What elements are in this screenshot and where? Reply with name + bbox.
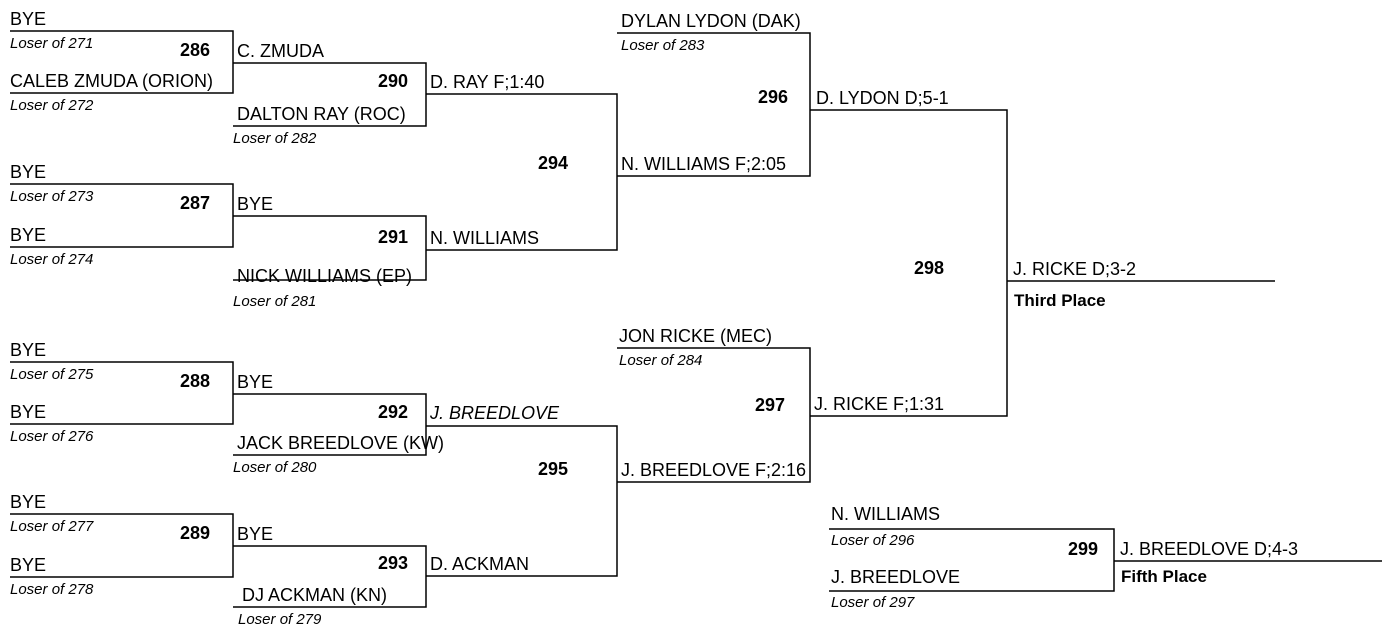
result-295: J. BREEDLOVE F;2:16: [621, 460, 807, 480]
loser-label-277: Loser of 277: [10, 518, 94, 535]
entry-283: DYLAN LYDON (DAK): [621, 11, 801, 31]
match-number-299: 299: [1068, 539, 1099, 559]
loser-label-279: Loser of 279: [238, 611, 322, 628]
result-287: BYE: [237, 194, 274, 214]
entry-281: NICK WILLIAMS (EP): [237, 266, 413, 286]
loser-label-274: Loser of 274: [10, 251, 94, 268]
match-number-293: 293: [378, 553, 409, 573]
loser-label-297: Loser of 297: [831, 594, 915, 611]
result-298: J. RICKE D;3-2: [1013, 259, 1137, 279]
match-number-297: 297: [755, 395, 786, 415]
fifth-place-label: Fifth Place: [1121, 567, 1207, 586]
entry-fifth-top: N. WILLIAMS: [831, 504, 941, 524]
loser-label-278: Loser of 278: [10, 581, 94, 598]
entry-275: BYE: [10, 340, 47, 360]
result-290: D. RAY F;1:40: [430, 72, 545, 92]
entry-277: BYE: [10, 492, 47, 512]
entry-276: BYE: [10, 402, 47, 422]
loser-label-272: Loser of 272: [10, 97, 94, 114]
third-place-label: Third Place: [1014, 291, 1106, 310]
match-number-289: 289: [180, 523, 211, 543]
entry-280: JACK BREEDLOVE (KW): [237, 433, 445, 453]
loser-label-271: Loser of 271: [10, 35, 94, 52]
result-297: J. RICKE F;1:31: [814, 394, 945, 414]
result-294: N. WILLIAMS F;2:05: [621, 154, 787, 174]
loser-label-284: Loser of 284: [619, 352, 703, 369]
loser-label-282: Loser of 282: [233, 130, 317, 147]
match-number-292: 292: [378, 402, 409, 422]
result-296: D. LYDON D;5-1: [816, 88, 949, 108]
loser-label-296: Loser of 296: [831, 532, 915, 549]
entry-284: JON RICKE (MEC): [619, 326, 772, 346]
entry-fifth-bottom: J. BREEDLOVE: [831, 567, 961, 587]
entry-278: BYE: [10, 555, 47, 575]
entry-282: DALTON RAY (ROC): [237, 104, 406, 124]
entry-274: BYE: [10, 225, 47, 245]
result-291: N. WILLIAMS: [430, 228, 540, 248]
loser-label-273: Loser of 273: [10, 188, 94, 205]
loser-label-280: Loser of 280: [233, 459, 317, 476]
match-number-296: 296: [758, 87, 789, 107]
entry-273: BYE: [10, 162, 47, 182]
match-number-291: 291: [378, 227, 409, 247]
result-288: BYE: [237, 372, 274, 392]
match-number-295: 295: [538, 459, 569, 479]
loser-label-281: Loser of 281: [233, 293, 317, 310]
result-299: J. BREEDLOVE D;4-3: [1120, 539, 1299, 559]
result-286: C. ZMUDA: [237, 41, 324, 61]
result-292: J. BREEDLOVE: [430, 403, 560, 423]
match-number-298: 298: [914, 258, 945, 278]
match-number-287: 287: [180, 193, 211, 213]
loser-label-283: Loser of 283: [621, 37, 705, 54]
result-293: D. ACKMAN: [430, 554, 530, 574]
entry-279: DJ ACKMAN (KN): [242, 585, 388, 605]
loser-label-276: Loser of 276: [10, 428, 94, 445]
result-289: BYE: [237, 524, 274, 544]
match-number-286: 286: [180, 40, 211, 60]
loser-label-275: Loser of 275: [10, 366, 94, 383]
entry-272: CALEB ZMUDA (ORION): [10, 71, 214, 91]
entry-271: BYE: [10, 9, 47, 29]
match-number-288: 288: [180, 371, 211, 391]
match-number-290: 290: [378, 71, 409, 91]
match-number-294: 294: [538, 153, 569, 173]
